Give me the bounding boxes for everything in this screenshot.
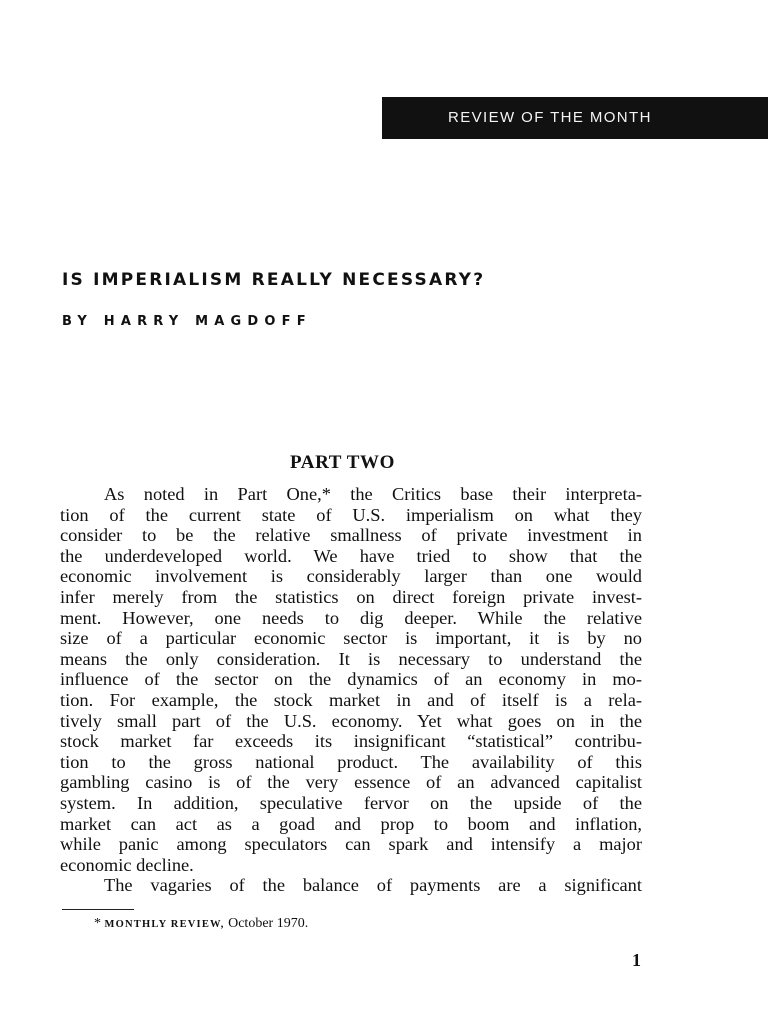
body-line: stock market far exceeds its insignificant “statistical” contribu- [60, 731, 642, 752]
section-label: REVIEW OF THE MONTH [448, 109, 652, 126]
article-title: IS IMPERIALISM REALLY NECESSARY? [62, 270, 486, 290]
body-line: infer merely from the statistics on direct foreign private invest- [60, 586, 642, 607]
body-line: ment. However, one needs to dig deeper. While the relative [60, 607, 642, 628]
body-line: market can act as a goad and prop to boom and inflation, [60, 813, 642, 834]
footnote-rule [62, 909, 134, 910]
section-banner [382, 97, 768, 139]
footnote [94, 916, 308, 932]
footnote-date: October 1970. [228, 916, 309, 931]
body-line: The vagaries of the balance of payments are a significant [104, 875, 642, 896]
body-line: consider to be the relative smallness of private investment in [60, 525, 642, 546]
body-line: gambling casino is of the very essence of an advanced capitalist [60, 772, 642, 793]
body-line: tion of the current state of U.S. imperialism on what they [60, 504, 642, 525]
body-line: system. In addition, speculative fervor on the upside of the [60, 792, 642, 813]
article-body [60, 484, 642, 896]
body-line: while panic among speculators can spark and intensify a major [60, 834, 642, 855]
body-line: means the only consideration. It is necessary to understand the [60, 648, 642, 669]
part-heading: PART TWO [290, 452, 395, 473]
body-line: economic decline. [60, 854, 194, 875]
body-line: economic involvement is considerably larger than one would [60, 566, 642, 587]
page-number: 1 [632, 950, 641, 970]
body-line: the underdeveloped world. We have tried to show that the [60, 545, 642, 566]
body-line: tion to the gross national product. The availability of this [60, 751, 642, 772]
footnote-source: MONTHLY REVIEW, [104, 919, 225, 930]
body-line: As noted in Part One,* the Critics base their interpreta- [104, 484, 642, 504]
body-line: tively small part of the U.S. economy. Yet what goes on in the [60, 710, 642, 731]
article-byline: BY HARRY MAGDOFF [62, 314, 312, 329]
footnote-marker: * [94, 916, 101, 931]
body-line: tion. For example, the stock market in and of itself is a rela- [60, 689, 642, 710]
body-line: size of a particular economic sector is important, it is by no [60, 628, 642, 649]
body-line: influence of the sector on the dynamics of an economy in mo- [60, 669, 642, 690]
